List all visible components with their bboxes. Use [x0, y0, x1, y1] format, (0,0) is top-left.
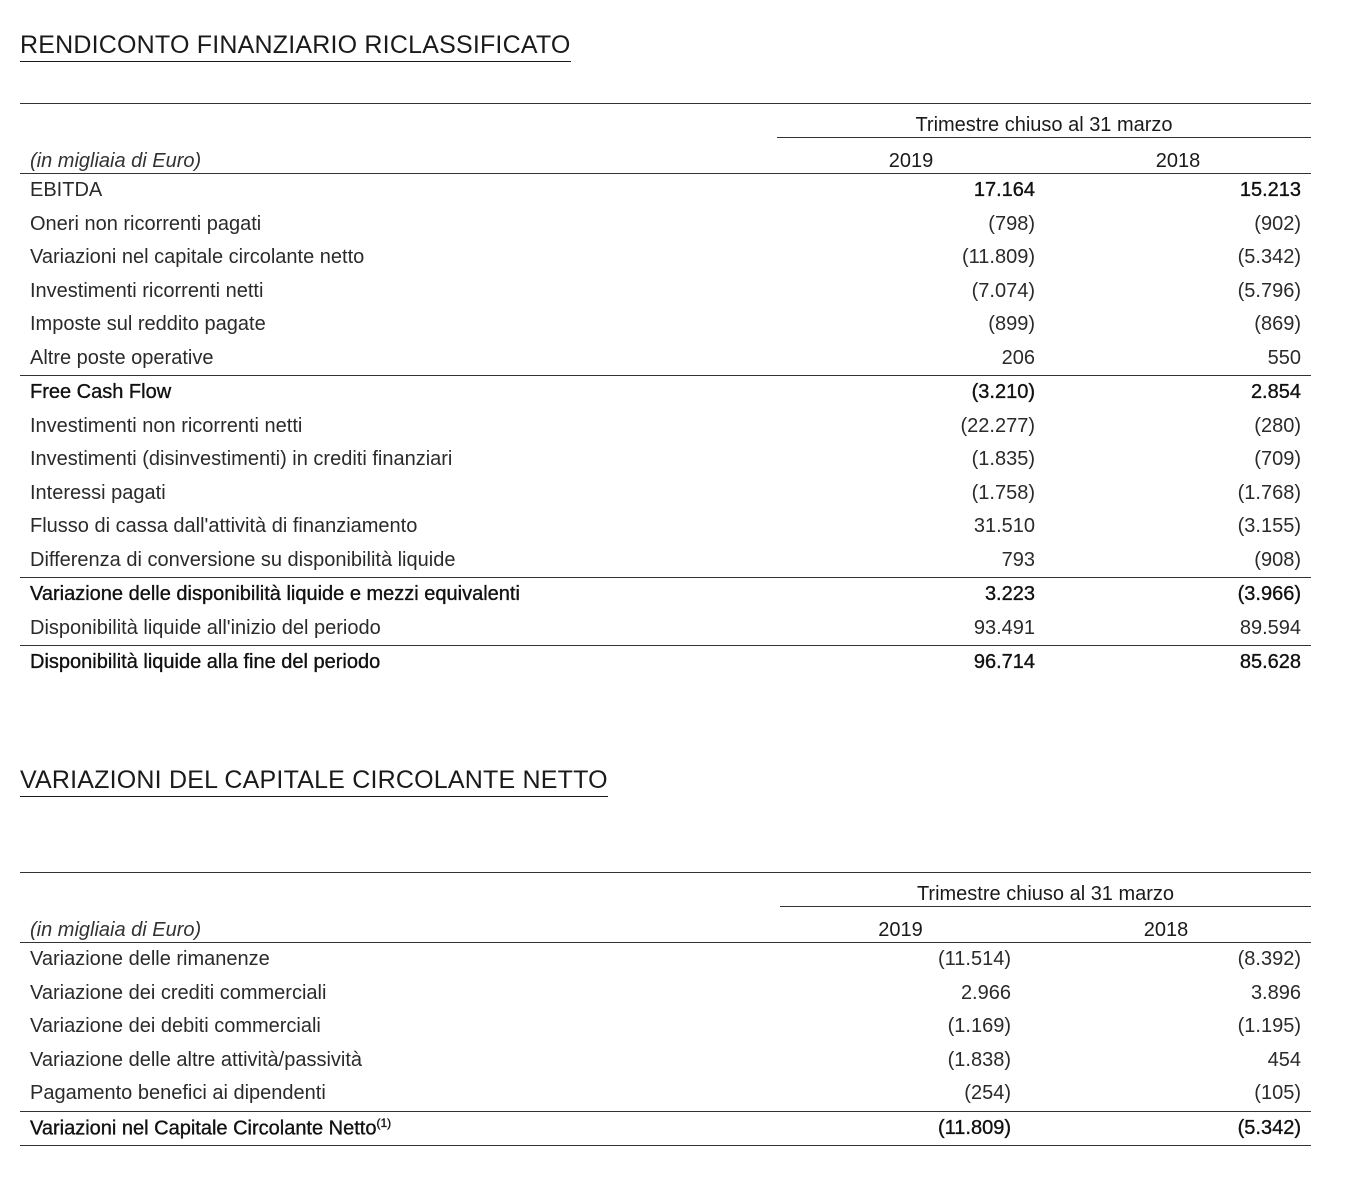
- value-2018: (5.342): [1237, 246, 1301, 269]
- table-row: [20, 510, 1311, 544]
- table-row: [20, 943, 1311, 977]
- value-2019: (11.809): [961, 246, 1035, 269]
- header-years-row: [20, 138, 1311, 174]
- value-2018: 454: [1267, 1048, 1301, 1071]
- value-2018: 3.896: [1250, 981, 1301, 1004]
- value-2018: 2.854: [1045, 376, 1311, 410]
- row-label: Investimenti (disinvestimenti) in crediti finanziari: [30, 448, 453, 471]
- value-2019: (1.835): [971, 448, 1035, 471]
- table-row: [20, 1010, 1311, 1044]
- year-2018-header: 2018: [1045, 138, 1311, 174]
- value-2019: 793: [1001, 548, 1035, 571]
- value-2019: (1.758): [971, 481, 1035, 504]
- year-2019-header: 2019: [780, 907, 1021, 943]
- value-2019: 17.164: [973, 179, 1035, 202]
- value-2018: 15.213: [1239, 179, 1301, 202]
- row-label: Variazione delle rimanenze: [30, 948, 270, 971]
- table-row: [20, 275, 1311, 309]
- value-2018: 550: [1267, 346, 1301, 369]
- subtotal-row-variazione-disponibilita: [20, 578, 1311, 612]
- row-label: Disponibilità liquide all'inizio del periodo: [30, 616, 381, 639]
- value-2018: (1.768): [1237, 481, 1301, 504]
- value-2019: (1.169): [947, 1015, 1011, 1038]
- value-2018: (8.392): [1237, 948, 1301, 971]
- value-2018: (5.342): [1021, 1111, 1311, 1146]
- row-label: Altre poste operative: [30, 346, 214, 369]
- row-label: Differenza di conversione su disponibilità liquide: [30, 548, 456, 571]
- value-2018: (869): [1254, 313, 1301, 336]
- table-row: [20, 443, 1311, 477]
- row-label: Variazione dei debiti commerciali: [30, 1015, 321, 1038]
- value-2019: 3.223: [777, 578, 1045, 612]
- value-2018: (105): [1254, 1082, 1301, 1105]
- row-label: Variazioni nel capitale circolante netto: [30, 246, 365, 269]
- table-row: [20, 612, 1311, 646]
- table-row: [20, 1044, 1311, 1078]
- period-header: Trimestre chiuso al 31 marzo: [780, 873, 1311, 907]
- page-title-rendiconto: RENDICONTO FINANZIARIO RICLASSIFICATO: [20, 30, 571, 62]
- value-2019: 96.714: [777, 646, 1045, 680]
- value-2019: (1.838): [947, 1048, 1011, 1071]
- row-label: Pagamento benefici ai dipendenti: [30, 1082, 326, 1105]
- row-label: Disponibilità liquide alla fine del periodo: [20, 646, 777, 680]
- row-label: Variazione delle altre attività/passività: [30, 1048, 363, 1071]
- value-2018: (3.966): [1045, 578, 1311, 612]
- header-years-row: [20, 907, 1311, 943]
- value-2018: (5.796): [1237, 279, 1301, 302]
- value-2018: (709): [1254, 448, 1301, 471]
- table-row: [20, 410, 1311, 444]
- value-2019: 206: [1001, 346, 1035, 369]
- value-2018: (280): [1254, 414, 1301, 437]
- value-2019: 93.491: [973, 616, 1035, 639]
- table-row: [20, 544, 1311, 578]
- value-2018: (902): [1254, 212, 1301, 235]
- value-2019: (798): [988, 212, 1035, 235]
- row-label-text: Variazioni nel Capitale Circolante Netto: [30, 1117, 377, 1140]
- total-row-disponibilita-fine-periodo: [20, 646, 1311, 680]
- value-2019: (254): [964, 1082, 1011, 1105]
- value-2018: (3.155): [1237, 515, 1301, 538]
- value-2019: 31.510: [973, 515, 1035, 538]
- row-label: Interessi pagati: [30, 481, 166, 504]
- value-2018: (908): [1254, 548, 1301, 571]
- table-row: [20, 1077, 1311, 1111]
- table-row: [20, 977, 1311, 1011]
- table-row: [20, 342, 1311, 376]
- table-row: [20, 308, 1311, 342]
- unit-label: (in migliaia di Euro): [20, 138, 777, 174]
- row-label: Flusso di cassa dall'attività di finanziamento: [30, 515, 418, 538]
- row-label: Imposte sul reddito pagate: [30, 313, 266, 336]
- value-2018: 85.628: [1045, 646, 1311, 680]
- table-row: [20, 174, 1311, 208]
- unit-label: (in migliaia di Euro): [20, 907, 780, 943]
- value-2019: (7.074): [971, 279, 1035, 302]
- rendiconto-table: [20, 103, 1311, 680]
- period-header: Trimestre chiuso al 31 marzo: [777, 104, 1311, 138]
- value-2019: (22.277): [960, 414, 1035, 437]
- year-2019-header: 2019: [777, 138, 1045, 174]
- value-2019: (899): [988, 313, 1035, 336]
- row-label: Free Cash Flow: [20, 376, 777, 410]
- row-label: EBITDA: [30, 179, 103, 202]
- page-title-variazioni: VARIAZIONI DEL CAPITALE CIRCOLANTE NETTO: [20, 765, 608, 797]
- table-row: [20, 241, 1311, 275]
- variazioni-ccn-table: [20, 872, 1311, 1146]
- row-label: Oneri non ricorrenti pagati: [30, 212, 262, 235]
- subtotal-row-free-cash-flow: [20, 376, 1311, 410]
- value-2019: (11.514): [937, 948, 1011, 971]
- row-label: Variazione dei crediti commerciali: [30, 981, 327, 1004]
- row-label: Investimenti non ricorrenti netti: [30, 414, 303, 437]
- header-period-row: [20, 104, 1311, 138]
- value-2019: (11.809): [780, 1111, 1021, 1146]
- table-row: [20, 208, 1311, 242]
- value-2019: (3.210): [777, 376, 1045, 410]
- value-2018: 89.594: [1239, 616, 1301, 639]
- value-2019: 2.966: [960, 981, 1011, 1004]
- row-label: Investimenti ricorrenti netti: [30, 279, 264, 302]
- row-label: Variazione delle disponibilità liquide e mezzi equivalenti: [20, 578, 777, 612]
- table-row: [20, 477, 1311, 511]
- year-2018-header: 2018: [1021, 907, 1311, 943]
- total-row-variazioni-ccn: [20, 1111, 1311, 1146]
- header-period-row: [20, 873, 1311, 907]
- value-2018: (1.195): [1237, 1015, 1301, 1038]
- footnote-marker: (1): [376, 1115, 392, 1130]
- row-label: [20, 1111, 780, 1146]
